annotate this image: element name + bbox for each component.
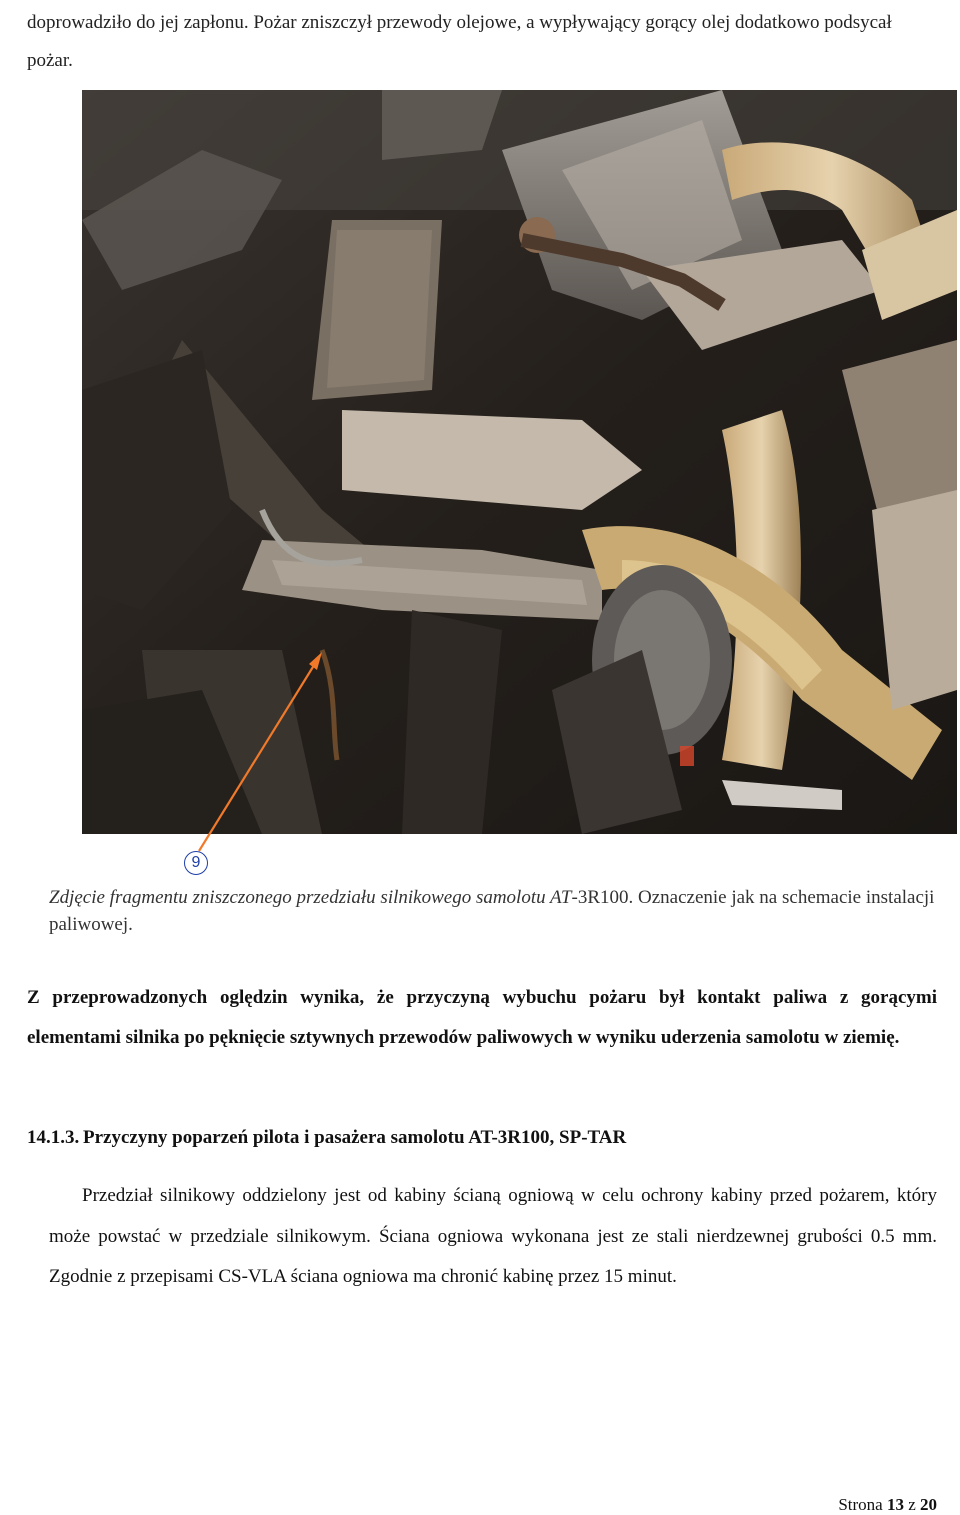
body-paragraph (49, 1176, 937, 1298)
engine-wreckage-photo (82, 90, 957, 834)
section-number: 14.1.3. (27, 1127, 80, 1148)
marker-9: 9 (184, 851, 208, 875)
footer-page: 13 (886, 1495, 904, 1514)
photo-caption (49, 884, 949, 938)
section-heading (27, 1124, 937, 1152)
caption-rest: -3R100. Oznaczenie jak na schemacie instalacji paliwowej. (49, 887, 935, 935)
finding-paragraph: Z przeprowadzonych oględzin wynika, że przyczyną wybuchu pożaru był kontakt paliwa z gorącymi elementami silnika po pęknięcie sztywnych przewodów paliwowych w wyniku uderzenia samolotu w ziemię. (27, 987, 937, 1048)
page-footer (838, 1495, 937, 1515)
footer-sep: z (908, 1495, 916, 1514)
section-title: Przyczyny poparzeń pilota i pasażera samolotu AT-3R100, SP-TAR (83, 1127, 627, 1148)
intro-paragraph: doprowadziło do jej zapłonu. Pożar zniszczył przewody olejowe, a wypływający gorący olej dodatkowo podsycał pożar. (27, 12, 892, 71)
footer-total: 20 (920, 1495, 937, 1514)
footer-prefix: Strona (838, 1495, 883, 1514)
caption-italic: Zdjęcie fragmentu zniszczonego przedziału silnikowego samolotu AT (49, 887, 572, 908)
body-text: Przedział silnikowy oddzielony jest od kabiny ścianą ogniową w celu ochrony kabiny przed pożarem, który może powstać w przedziale silnikowym. Ściana ogniowa wykonana jest ze stali nierdzewnej grubości 0.5 mm. Zgodnie z przepisami CS-VLA ściana ogniowa ma chronić kabinę przez 15 minut. (49, 1185, 937, 1287)
